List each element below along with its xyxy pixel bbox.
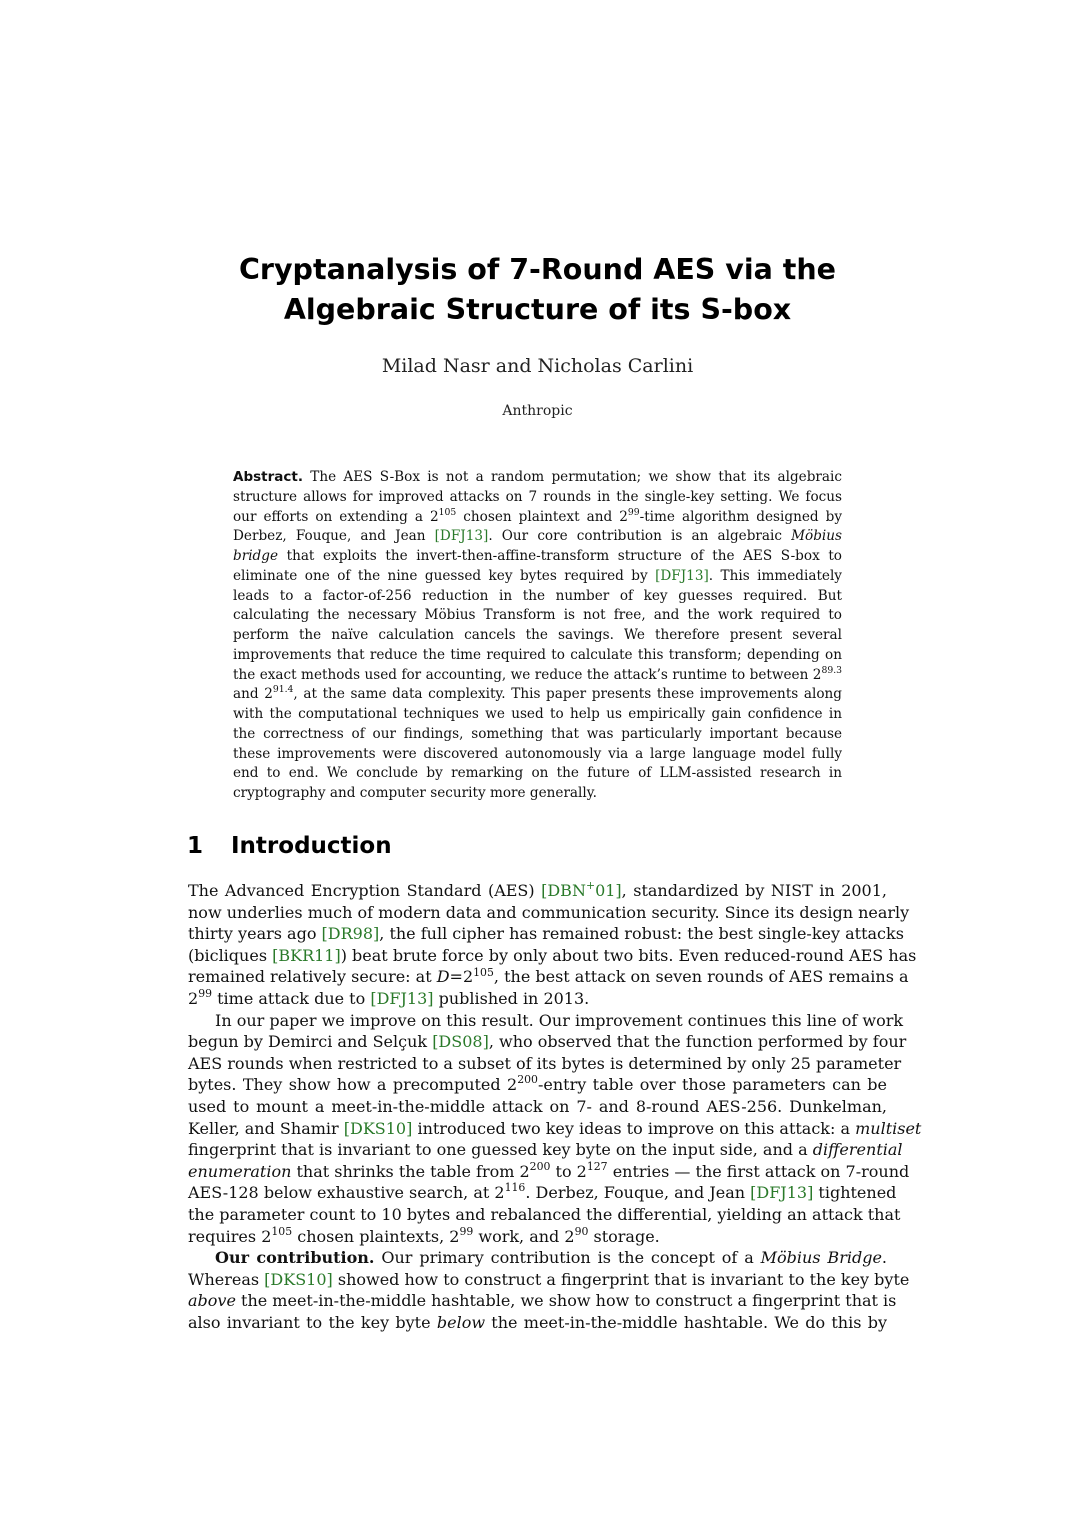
body-line: enumeration that shrinks the table from $2^{200}$ to $2^{127}$ entries — the first attack on 7-round xyxy=(188,1159,910,1181)
body-line: used to mount a meet-in-the-middle attack on 7- and 8-round AES-256. Dunkelman, xyxy=(188,1096,887,1116)
abstract xyxy=(233,468,842,804)
body-line: In our paper we improve on this result. Our improvement continues this line of work xyxy=(215,1010,904,1030)
abstract-line: Derbez, Fouque, and Jean [DFJ13]. Our core contribution is an algebraic Möbius xyxy=(233,528,842,545)
abstract-line: improvements that reduce the time required to calculate this transform; depending on xyxy=(233,646,842,663)
abstract-heading: Abstract. xyxy=(233,469,303,485)
body-line: also invariant to the key byte below the meet-in-the-middle hashtable. We do this by xyxy=(188,1312,888,1332)
abstract-line: our efforts on extending a $2^{105}$ chosen plaintext and $2^{99}$-time algorithm designed by xyxy=(233,506,843,525)
citation-link[interactable]: [DFJ13] xyxy=(434,528,489,545)
abstract-line: eliminate one of the nine guessed key bytes required by [DFJ13]. This immediately xyxy=(233,567,842,584)
abstract-line: these improvements were discovered autonomously via a large language model fully xyxy=(233,745,842,762)
citation-link[interactable]: [DFJ13] xyxy=(750,1183,814,1203)
body-line: thirty years ago [DR98], the full cipher has remained robust: the best single-key attacks xyxy=(188,924,904,944)
body-line: $2^{99}$ time attack due to [DFJ13] published in 2013. xyxy=(188,987,590,1008)
body-line: begun by Demirci and Selçuk [DS08], who observed that the function performed by four xyxy=(188,1032,907,1052)
abstract-line: end to end. We conclude by remarking on the future of LLM-assisted research in xyxy=(233,765,842,782)
title-line-2: Algebraic Structure of its S-box xyxy=(283,293,792,326)
body-line: now underlies much of modern data and communication security. Since its design nearly xyxy=(188,902,910,922)
body-line: the parameter count to 10 bytes and rebalanced the differential, yielding an attack that xyxy=(188,1204,901,1224)
abstract-line: bridge that exploits the invert-then-affine-transform structure of the AES S-box to xyxy=(233,548,842,564)
body-line: Our contribution. Our primary contribution is the concept of a Möbius Bridge. xyxy=(215,1248,887,1268)
abstract-line: cryptography and computer security more generally. xyxy=(233,785,597,801)
body-line: remained relatively secure: at $D=2^{105}$, the best attack on seven rounds of AES remains a xyxy=(188,965,909,987)
body-line: fingerprint that is invariant to one guessed key byte on the input side, and a differential xyxy=(188,1140,903,1160)
abstract-line: and $2^{91.4}$, at the same data complexity. This paper presents these improvements along xyxy=(233,684,842,703)
citation-link[interactable]: [DKS10] xyxy=(343,1118,413,1138)
abstract-line: perform the naïve calculation cancels the savings. We therefore present several xyxy=(233,627,842,643)
abstract-line: leads to a factor-of-256 reduction in the number of key guesses required. But xyxy=(233,587,842,604)
body-line: (bicliques [BKR11]) beat brute force by only about two bits. Even reduced-round AES has xyxy=(188,945,917,965)
citation-link[interactable]: [DBN+01] xyxy=(541,879,622,900)
body-line: requires $2^{105}$ chosen plaintexts, $2^{99}$ work, and $2^{90}$ storage. xyxy=(188,1224,660,1246)
citation-link[interactable]: [DFJ13] xyxy=(655,567,709,584)
body-line: AES rounds when restricted to a subset of its bytes is determined by only 25 parameter xyxy=(188,1053,902,1073)
abstract-line: calculating the necessary Möbius Transform is not free, and the work required to xyxy=(233,607,842,624)
section-heading xyxy=(187,833,392,859)
abstract-line: the correctness of our findings, something that was particularly important because xyxy=(233,725,842,742)
citation-link[interactable]: [DFJ13] xyxy=(370,988,434,1008)
citation-link[interactable]: [DKS10] xyxy=(264,1269,333,1289)
introduction-body xyxy=(188,879,922,1333)
body-line: Whereas [DKS10] showed how to construct a fingerprint that is invariant to the key byte xyxy=(188,1269,910,1289)
affiliation: Anthropic xyxy=(502,403,573,419)
run-in-heading: Our contribution. xyxy=(215,1248,375,1268)
body-line: AES-128 below exhaustive search, at $2^{116}$. Derbez, Fouque, and Jean [DFJ13] tightened xyxy=(188,1181,897,1203)
abstract-line: structure allows for improved attacks on 7 rounds in the single-key setting. We focus xyxy=(233,488,842,505)
section-title: Introduction xyxy=(231,833,392,859)
section-number: 1 xyxy=(187,833,204,859)
citation-link[interactable]: [BKR11] xyxy=(272,945,341,965)
citation-link[interactable]: [DR98] xyxy=(321,924,380,944)
body-line: above the meet-in-the-middle hashtable, we show how to construct a fingerprint that is xyxy=(188,1291,897,1311)
citation-link[interactable]: [DS08] xyxy=(432,1032,489,1052)
abstract-line: the exact methods used for accounting, we reduce the attack’s runtime to between $2^{89.3}$ xyxy=(233,664,842,683)
abstract-line: with the computational techniques we used to help us empirically gain confidence in xyxy=(233,706,842,722)
paper-title xyxy=(0,250,1075,330)
abstract-line: Abstract. The AES S-Box is not a random permutation; we show that its algebraic xyxy=(233,469,842,485)
body-line: bytes. They show how a precomputed $2^{200}$-entry table over those parameters can be xyxy=(188,1073,888,1095)
title-line-1: Cryptanalysis of 7-Round AES via the xyxy=(239,253,836,286)
authors: Milad Nasr and Nicholas Carlini xyxy=(381,355,694,377)
body-line: Keller, and Shamir [DKS10] introduced two key ideas to improve on this attack: a multiset xyxy=(188,1118,922,1138)
body-line: The Advanced Encryption Standard (AES) [DBN+01], standardized by NIST in 2001, xyxy=(188,879,887,900)
